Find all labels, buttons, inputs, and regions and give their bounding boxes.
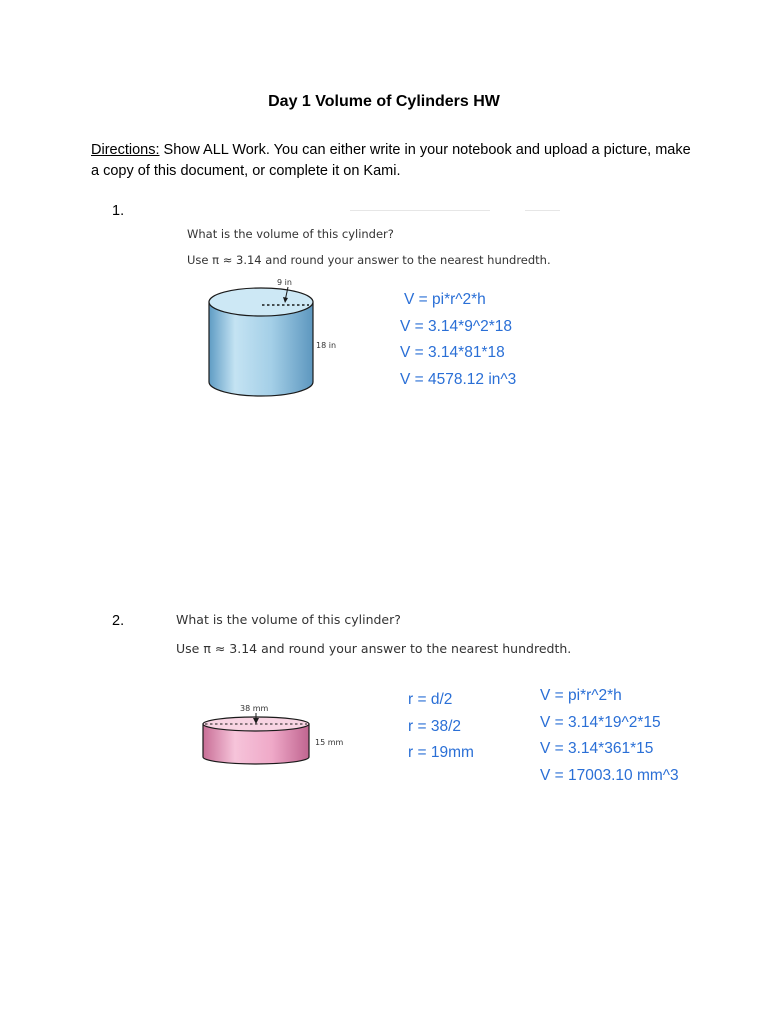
- cylinder-2-figure: [198, 700, 358, 770]
- problem-2-radius-work: [408, 687, 474, 767]
- problem-2-number: 2.: [112, 613, 125, 629]
- cylinder-1-figure: [205, 275, 355, 403]
- faint-line: [350, 210, 490, 211]
- radius-label: 9 in: [277, 278, 292, 287]
- work-line: V = 3.14*9^2*18: [400, 317, 512, 335]
- work-line: r = d/2: [408, 691, 453, 708]
- directions-label: Directions:: [91, 142, 160, 158]
- work-line: r = 19mm: [408, 744, 474, 761]
- problem-1-question: What is the volume of this cylinder?: [187, 227, 394, 241]
- work-line: V = 3.14*19^2*15: [540, 713, 661, 731]
- diameter-label: 38 mm: [240, 704, 269, 713]
- problem-1-instruction: Use π ≈ 3.14 and round your answer to the nearest hundredth.: [187, 253, 551, 267]
- cylinder-1-top: [209, 288, 313, 316]
- work-line: V = 3.14*81*18: [400, 344, 505, 361]
- faint-line: [525, 210, 560, 211]
- height-label: 18 in: [316, 341, 337, 350]
- problem-2-instruction: Use π ≈ 3.14 and round your answer to the nearest hundredth.: [176, 641, 572, 656]
- page-title: Day 1 Volume of Cylinders HW: [268, 93, 500, 110]
- work-line: V = 17003.10 mm^3: [540, 766, 679, 784]
- problem-1-work: [400, 287, 516, 393]
- work-line: V = pi*r^2*h: [540, 687, 622, 704]
- work-line: r = 38/2: [408, 717, 461, 735]
- problem-2-question: What is the volume of this cylinder?: [176, 612, 401, 627]
- height-label: 15 mm: [315, 738, 344, 747]
- directions-text: Show ALL Work. You can either write in your notebook and upload a picture, make a copy of this document, or complete it on Kami.: [91, 142, 691, 179]
- work-line: V = 4578.12 in^3: [400, 370, 517, 388]
- directions: [91, 140, 701, 182]
- work-line: V = 3.14*361*15: [540, 740, 654, 757]
- problem-1-number: 1.: [112, 203, 125, 219]
- work-line: V = pi*r^2*h: [404, 291, 486, 308]
- problem-2-work: [540, 683, 679, 789]
